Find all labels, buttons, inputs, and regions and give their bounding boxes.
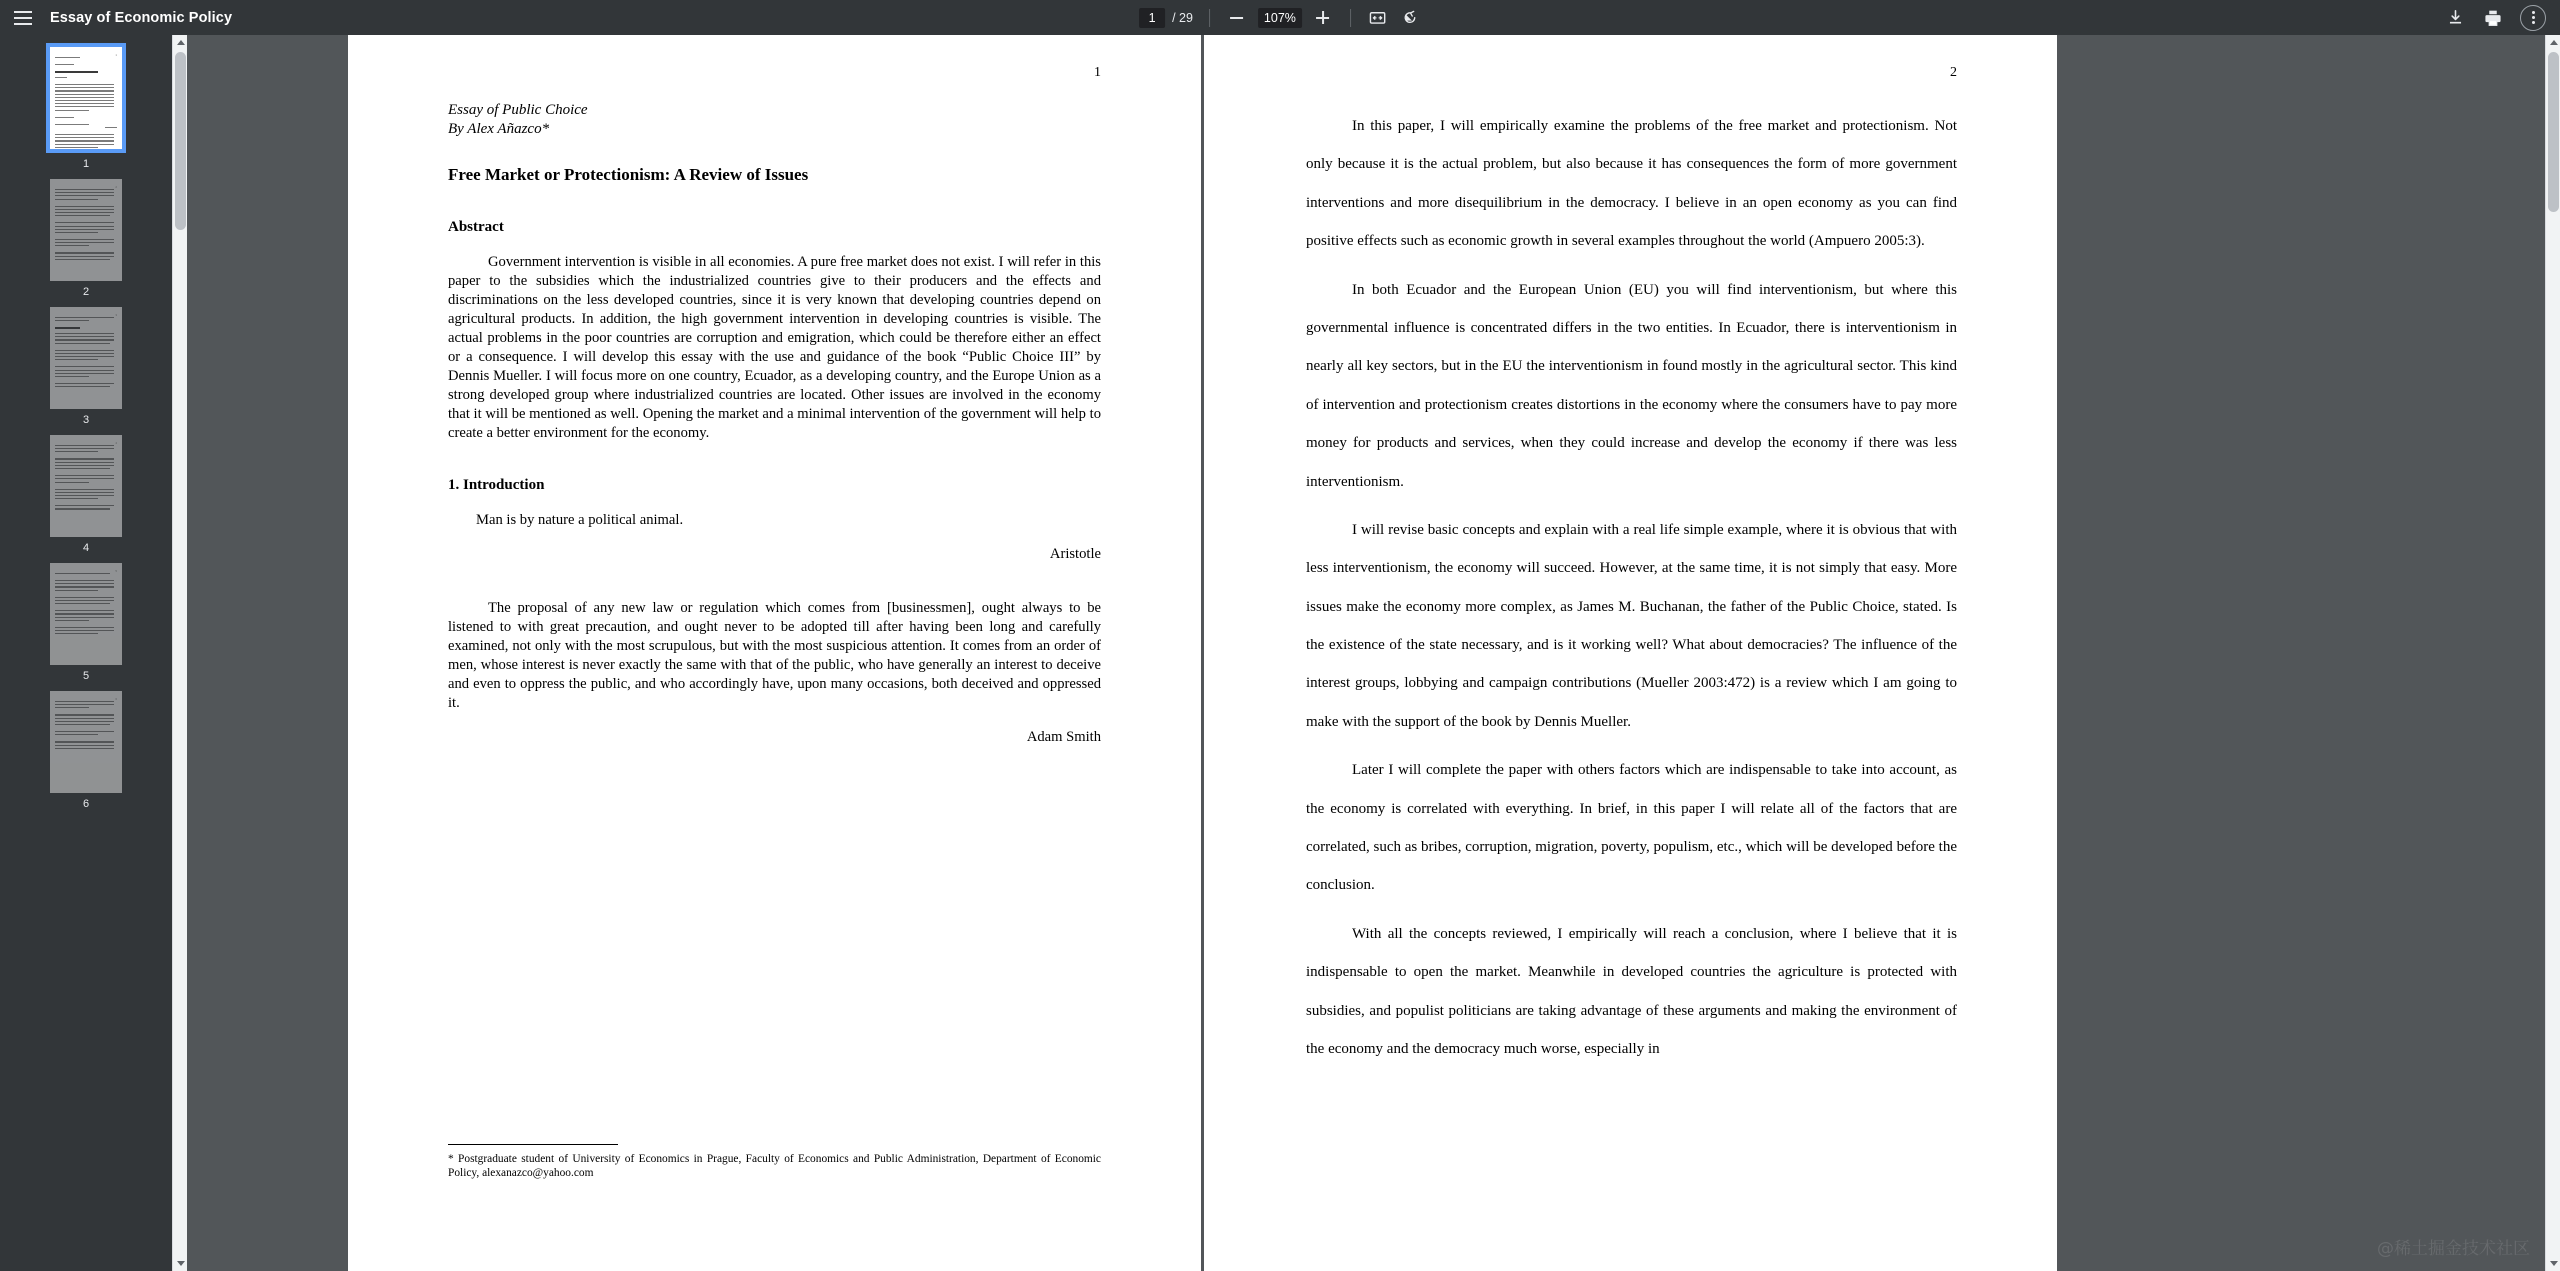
page-1-footnote — [448, 1144, 1101, 1181]
adam-smith-attribution: Adam Smith — [1026, 728, 1101, 745]
document-title: Essay of Economic Policy — [50, 9, 233, 26]
chevron-up-icon — [2550, 40, 2558, 45]
thumbnail-label: 1 — [82, 158, 90, 170]
thumbnail-label: 4 — [82, 542, 90, 554]
sidebar-scroll-down-button[interactable] — [173, 1256, 188, 1271]
page-number-input[interactable] — [1139, 8, 1165, 28]
thumbnail-frame — [50, 563, 122, 665]
document-page-2 — [1204, 35, 2057, 1271]
page-2-folio: 2 — [1950, 65, 1957, 80]
zoom-level-display[interactable]: 107% — [1258, 8, 1302, 28]
viewer-scrollbar-thumb[interactable] — [2548, 52, 2559, 212]
toolbar-right-group — [2444, 5, 2546, 31]
byline-line-2: By Alex Añazco* — [448, 121, 550, 138]
viewer-scroll-up-button[interactable] — [2546, 35, 2560, 50]
chevron-down-icon — [177, 1261, 185, 1266]
print-button[interactable] — [2482, 7, 2504, 29]
thumbnail-preview: 3 — [50, 307, 122, 409]
sidebar-scroll-up-button[interactable] — [173, 35, 188, 50]
adam-smith-quote: The proposal of any new law or regulation which comes from [businessmen], ought always to be listened to with great precaution, and ought never to be adopted till after having been long and carefully examined, not only with the most scrupulous, but with the most suspicious attention. It comes from an order of men, whose interest is never exactly the same with that of the public, who have generally an interest to deceive and even to oppress the public, and who accordingly have, upon many occasions, both deceived and oppressed it. — [448, 600, 1101, 711]
thumbnail-sidebar[interactable] — [0, 35, 172, 1271]
thumbnail-frame — [50, 691, 122, 793]
page-2-paragraph-1: In this paper, I will empirically examine the problems of the free market and protectionism. Not only because it is the actual problem, but also because it has consequences the form of more government interventions and more disequilibrium in the democracy. I believe in an open economy as you can find positive effects such as economic growth in several examples throughout the world (Ampuero 2005:3). — [1306, 118, 1957, 250]
rotate-button[interactable] — [1399, 7, 1421, 29]
footnote-rule — [448, 1144, 618, 1145]
top-toolbar — [0, 0, 2560, 35]
thumbnail-frame — [50, 179, 122, 281]
thumbnail-preview: 4 — [50, 435, 122, 537]
thumbnail-item-3[interactable] — [0, 307, 172, 426]
toolbar-divider-2 — [1350, 9, 1351, 27]
thumbnail-label: 2 — [82, 286, 90, 298]
abstract-paragraph: Government intervention is visible in all economies. A pure free market does not exist. I will refer in this paper to the subsidies which the industrialized countries give to their producers and the effects and discriminations on the less developed countries, since it is very known that developing countries depend on agricultural products. In addition, the high government intervention in developing countries is visible. The actual problems in the poor countries are corruption and emigration, which could be therefore either an effect or a consequence. I will develop this essay with the use and guidance of the book “Public Choice III” by Dennis Mueller. I will focus more on one country, Ecuador, as a developing country, and the Europe Union as a strong developed group where industrialized countries are located. Other issues are involved in the economy that it will be mentioned as well. Opening the market and a minimal intervention of the government will help to create a better environment for the economy. — [448, 254, 1101, 442]
more-vertical-icon — [2532, 11, 2535, 24]
zoom-in-button[interactable] — [1312, 7, 1334, 29]
chevron-up-icon — [177, 40, 185, 45]
page-2-content — [1306, 35, 1957, 1068]
zoom-out-button[interactable] — [1226, 7, 1248, 29]
plus-icon — [1316, 11, 1329, 24]
menu-icon[interactable] — [14, 7, 36, 29]
thumbnail-item-2[interactable] — [0, 179, 172, 298]
more-options-button[interactable] — [2520, 5, 2546, 31]
page-2-paragraph-3: I will revise basic concepts and explain with a real life simple example, where it is obvious that with less interventionism, the economy will succeed. However, at the same time, it is not simply that easy. More issues make the economy more complex, as James M. Buchanan, the father of the Public Choice, stated. Is the existence of the state necessary, and is it working well? What about democracies? The influence of the interest groups, lobbying and campaign contributions (Mueller 2003:472) is a review which I am going to make with the support of the book by Dennis Mueller. — [1306, 521, 1957, 730]
page-1-byline — [448, 101, 1101, 139]
sidebar-scrollbar-thumb[interactable] — [175, 52, 186, 230]
thumbnail-frame — [50, 307, 122, 409]
page-1-folio: 1 — [1094, 65, 1101, 80]
page-2-paragraph-4: Later I will complete the paper with others factors which are indispensable to take into account, as the economy is correlated with everything. In brief, in this paper I will relate all of the factors that are correlated, such as bribes, corruption, migration, poverty, populism, etc., which will be developed before the conclusion. — [1306, 762, 1957, 894]
print-icon — [2483, 8, 2503, 28]
document-page-1 — [348, 35, 1201, 1271]
fit-to-page-icon — [1368, 8, 1387, 27]
thumbnail-preview: 5 — [50, 563, 122, 665]
viewer-scroll-down-button[interactable] — [2546, 1256, 2560, 1271]
thumbnail-item-1[interactable] — [0, 43, 172, 170]
thumbnail-item-4[interactable] — [0, 435, 172, 554]
page-2-paragraph-2: In both Ecuador and the European Union (EU) you will find interventionism, but where this governmental influence is concentrated differs in the two entities. In Ecuador, there is interventionism in nearly all key sectors, but in the EU the interventionism in found mostly in the agricultural sector. This kind of intervention and protectionism creates distortions in the economy where the consumers have to pay more money for products and services, when they could increase and develop the economy if there was less interventionism. — [1306, 281, 1957, 490]
thumbnail-label: 5 — [82, 670, 90, 682]
thumbnail-frame — [46, 43, 126, 153]
page-2-paragraph-5: With all the concepts reviewed, I empirically will reach a conclusion, where I believe that it is indispensable to open the market. Meanwhile in developed countries the agriculture is protected with subsidies, and populist politicians are taking advantage of these arguments and making the environment of the economy and the democracy much worse, especially in — [1306, 925, 1957, 1057]
abstract-heading: Abstract — [448, 219, 504, 236]
aristotle-quote: Man is by nature a political animal. — [476, 512, 684, 529]
chevron-down-icon — [2550, 1261, 2558, 1266]
page-count-label: / 29 — [1172, 10, 1193, 25]
footnote-text: * Postgraduate student of University of Economics in Prague, Faculty of Economics and Public Administration, Department of Economic Policy, alexanazco@yahoo.com — [448, 1152, 1101, 1180]
download-icon — [2446, 8, 2465, 27]
aristotle-attribution: Aristotle — [1049, 546, 1101, 563]
thumbnail-label: 3 — [82, 414, 90, 426]
toolbar-divider-1 — [1209, 9, 1210, 27]
thumbnail-preview: 6 — [50, 691, 122, 793]
watermark: @稀土掘金技术社区 — [2377, 1239, 2530, 1259]
rotate-counterclockwise-icon — [1400, 8, 1419, 27]
thumbnail-label: 6 — [82, 798, 90, 810]
page-container — [348, 35, 2057, 1271]
paper-title: Free Market or Protectionism: A Review of Issues — [448, 165, 809, 185]
fit-to-page-button[interactable] — [1367, 7, 1389, 29]
thumbnail-item-6[interactable] — [0, 691, 172, 810]
minus-icon — [1230, 17, 1243, 19]
thumbnail-preview: 1 — [50, 47, 122, 149]
toolbar-center-group — [1139, 0, 1421, 35]
thumbnail-item-5[interactable] — [0, 563, 172, 682]
thumbnail-preview: 2 — [50, 179, 122, 281]
sidebar-scrollbar[interactable] — [172, 35, 187, 1271]
thumbnail-list — [0, 35, 172, 819]
download-button[interactable] — [2444, 7, 2466, 29]
page-1-content — [448, 35, 1101, 746]
toolbar-left-group — [0, 7, 232, 29]
document-viewer[interactable] — [188, 35, 2560, 1271]
viewer-scrollbar[interactable] — [2545, 35, 2560, 1271]
introduction-heading: 1. Introduction — [448, 477, 545, 494]
byline-line-1: Essay of Public Choice — [448, 102, 588, 118]
thumbnail-frame — [50, 435, 122, 537]
